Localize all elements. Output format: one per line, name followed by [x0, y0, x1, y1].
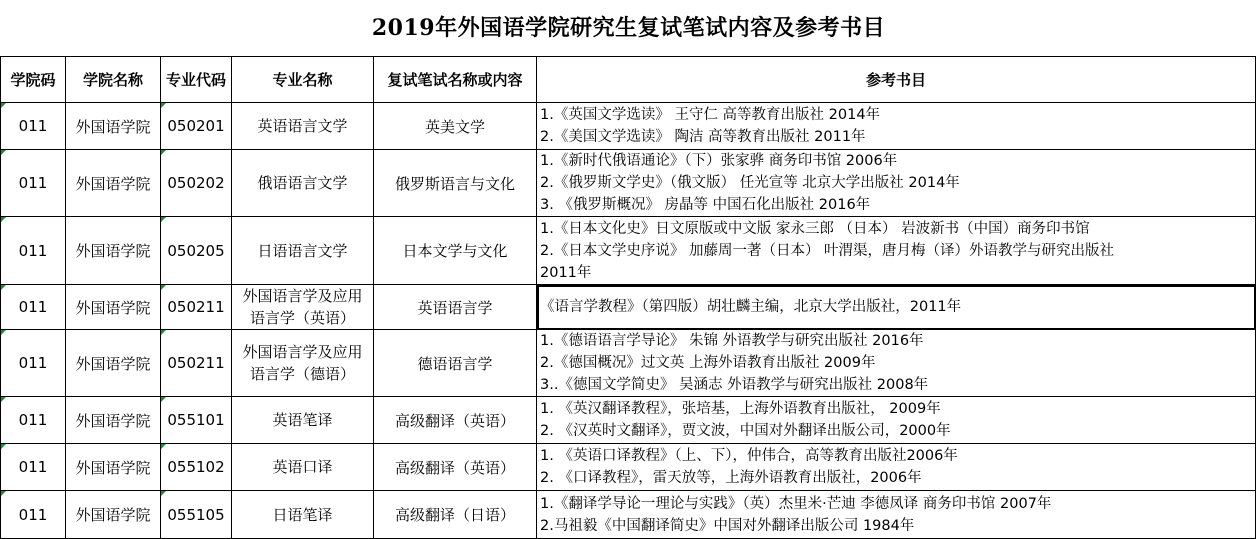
college-code-cell[interactable]: 011 [1, 397, 66, 444]
major-code-cell[interactable]: 050202 [161, 150, 232, 217]
header-exam-content[interactable]: 复试笔试名称或内容 [374, 57, 537, 103]
reference-line: 2011年 [540, 264, 592, 281]
college-code-cell[interactable]: 011 [1, 444, 66, 491]
table-row [1, 103, 1256, 150]
reference-line: 3..《德国文学简史》 吴涵志 外语教学与研究出版社 2008年 [540, 377, 929, 393]
college-code-cell[interactable]: 011 [1, 491, 66, 539]
table-row [1, 330, 1256, 397]
reference-line: 2.《美国文学选读》 陶洁 高等教育出版社 2011年 [540, 129, 866, 145]
reference-line: 2.《日本文学史序说》 加藤周一著（日本） 叶渭渠，唐月梅（译）外语教学与研究出版社 [540, 242, 1115, 259]
exam-content-cell[interactable]: 德语语言学 [374, 330, 537, 397]
reference-line: 1.《新时代俄语通论》（下）张家骅 商务印书馆 2006年 [540, 153, 898, 169]
college-name-cell[interactable]: 外国语学院 [66, 397, 161, 444]
page-title: 2019年外国语学院研究生复试笔试内容及参考书目 [371, 15, 886, 41]
header-row [1, 57, 1256, 103]
exam-content-cell[interactable]: 高级翻译（英语） [374, 444, 537, 491]
header-college-code[interactable]: 学院码 [1, 57, 66, 103]
table-row [1, 217, 1256, 285]
major-code-cell[interactable]: 050211 [161, 285, 232, 330]
college-code-cell[interactable]: 011 [1, 217, 66, 285]
reference-line: 《语言学教程》（第四版）胡壮麟主编，北京大学出版社，2011年 [540, 299, 962, 315]
major-name-cell[interactable] [232, 397, 374, 444]
college-name-cell[interactable]: 外国语学院 [66, 330, 161, 397]
reference-line: 1.《日本文化史》日文原版或中文版 家永三郎 （日本） 岩波新书（中国）商务印书馆 [540, 220, 1090, 237]
reference-line: 2.《俄罗斯文学史》（俄文版） 任光宣等 北京大学出版社 2014年 [540, 175, 960, 191]
major-code-cell[interactable]: 055102 [161, 444, 232, 491]
college-name-cell[interactable]: 外国语学院 [66, 150, 161, 217]
major-code-cell[interactable]: 055105 [161, 491, 232, 539]
major-name-cell[interactable] [232, 285, 374, 330]
references-cell[interactable] [537, 150, 1256, 217]
exam-table [0, 56, 1256, 539]
reference-line: 1.《英国文学选读》 王守仁 高等教育出版社 2014年 [540, 107, 881, 123]
header-references[interactable]: 参考书目 [537, 57, 1256, 103]
major-name-line: 日语笔译 [272, 505, 333, 524]
reference-line: 1.《德语语言学导论》 朱锦 外语教学与研究出版社 2016年 [540, 333, 924, 349]
major-code-cell[interactable]: 050201 [161, 103, 232, 150]
reference-line: 2. 《口译教程》，雷天放等，上海外语教育出版社，2006年 [540, 470, 922, 486]
reference-line: 2.《德国概况》过文英 上海外语教育出版社 2009年 [540, 355, 876, 371]
college-code-cell[interactable]: 011 [1, 150, 66, 217]
college-name-cell[interactable]: 外国语学院 [66, 103, 161, 150]
major-name-cell[interactable] [232, 444, 374, 491]
major-code-cell[interactable]: 055101 [161, 397, 232, 444]
references-cell[interactable] [537, 491, 1256, 539]
table-row [1, 444, 1256, 491]
table-row [1, 150, 1256, 217]
major-name-cell[interactable] [232, 150, 374, 217]
header-major-name[interactable]: 专业名称 [232, 57, 374, 103]
major-code-cell[interactable]: 050211 [161, 330, 232, 397]
major-code-cell[interactable]: 050205 [161, 217, 232, 285]
major-name-line: 俄语语言文学 [257, 174, 348, 192]
exam-content-cell[interactable]: 英美文学 [374, 103, 537, 150]
college-name-cell[interactable]: 外国语学院 [66, 491, 161, 539]
header-college-name[interactable]: 学院名称 [66, 57, 161, 103]
references-cell[interactable] [537, 103, 1256, 150]
header-major-code[interactable]: 专业代码 [161, 57, 232, 103]
reference-line: 3. 《俄罗斯概况》 房晶等 中国石化出版社 2016年 [540, 197, 871, 213]
references-cell[interactable] [537, 217, 1256, 285]
college-name-cell[interactable]: 外国语学院 [66, 444, 161, 491]
major-name-line: 语言学（英语） [249, 309, 355, 327]
table-row [1, 491, 1256, 539]
college-code-cell[interactable]: 011 [1, 103, 66, 150]
major-name-cell[interactable] [232, 330, 374, 397]
major-name-cell[interactable] [232, 103, 374, 150]
reference-line: 2.马祖毅《中国翻译简史》中国对外翻译出版公司 1984年 [540, 517, 915, 534]
major-name-line: 语言学（德语） [249, 365, 355, 383]
college-code-cell[interactable]: 011 [1, 285, 66, 330]
table-row [1, 285, 1256, 330]
reference-line: 2. 《汉英时文翻译》，贾文波，中国对外翻译出版公司，2000年 [540, 423, 951, 439]
major-name-line: 日语语言文学 [257, 241, 348, 260]
major-name-cell[interactable] [232, 217, 374, 285]
major-name-line: 外国语言学及应用 [242, 287, 363, 305]
exam-content-cell[interactable]: 高级翻译（日语） [374, 491, 537, 539]
references-cell[interactable] [537, 397, 1256, 444]
reference-line: 1. 《英语口译教程》（上、下），仲伟合，高等教育出版社2006年 [540, 448, 958, 464]
exam-content-cell[interactable]: 俄罗斯语言与文化 [374, 150, 537, 217]
reference-line: 1. 《英汉翻译教程》，张培基，上海外语教育出版社， 2009年 [540, 401, 941, 417]
table-row [1, 397, 1256, 444]
major-name-line: 英语笔译 [272, 411, 333, 429]
references-cell[interactable] [537, 285, 1256, 330]
major-name-line: 英语口译 [272, 458, 333, 476]
major-name-line: 英语语言文学 [257, 117, 348, 135]
exam-content-cell[interactable]: 英语语言学 [374, 285, 537, 330]
references-cell[interactable] [537, 330, 1256, 397]
major-name-line: 外国语言学及应用 [242, 343, 363, 361]
exam-content-cell[interactable]: 日本文学与文化 [374, 217, 537, 285]
reference-line: 1.《翻译学导论一理论与实践》（英）杰里米·芒迪 李德凤译 商务印书馆 2007年 [540, 495, 1052, 512]
college-name-cell[interactable]: 外国语学院 [66, 285, 161, 330]
college-name-cell[interactable]: 外国语学院 [66, 217, 161, 285]
major-name-cell[interactable] [232, 491, 374, 539]
exam-content-cell[interactable]: 高级翻译（英语） [374, 397, 537, 444]
college-code-cell[interactable]: 011 [1, 330, 66, 397]
references-cell[interactable] [537, 444, 1256, 491]
